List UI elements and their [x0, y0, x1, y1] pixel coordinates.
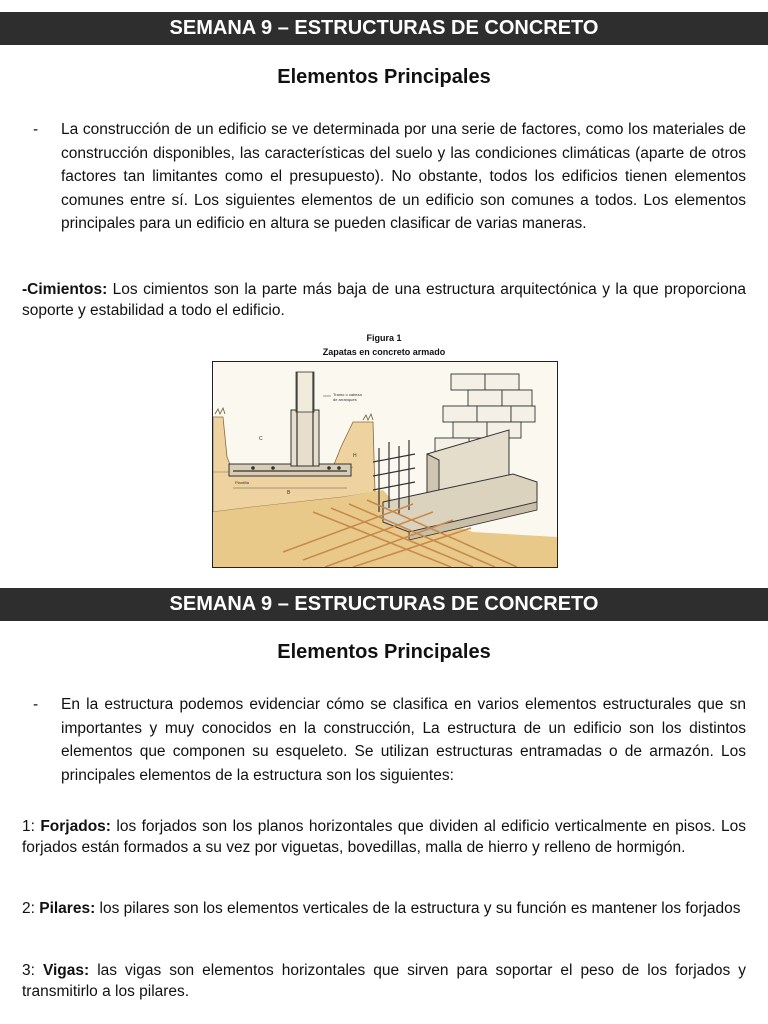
item-number: 2:	[22, 900, 40, 917]
intro-bullet-text: La construcción de un edificio se ve determinada por una serie de factores, como los materiales de construcción disponibles, las características del suelo y las condiciones climáticas (aparte de otros factores tan limitantes como el presupuesto). No obstante, todos los edificios tienen elementos comunes entre sí. Los siguientes elementos de un edificio son comunes a todos. Los elementos principales para un edificio en altura se pueden clasificar de varias maneras.	[61, 121, 746, 232]
item-label: Pilares:	[39, 900, 96, 917]
cimientos-text: Los cimientos son la parte más baja de una estructura arquitectónica y la que proporciona soporte y estabilidad a todo el edificio.	[22, 281, 746, 319]
label-c: C	[259, 436, 263, 442]
footing-drawing	[213, 362, 557, 567]
list-item-forjados	[22, 817, 746, 858]
bullet-dash: -	[33, 696, 39, 713]
section-banner: SEMANA 9 – ESTRUCTURAS DE CONCRETO	[0, 588, 768, 621]
structure-bullet-text: En la estructura podemos evidenciar cómo se clasifica en varios elementos estructurales que sn importantes y muy conocidos en la construcción, La estructura de un edificio son los distintos elementos que componen su esqueleto. Se utilizan estructuras entramadas o de armazón. Los principales elementos de la estructura son los siguientes:	[61, 696, 746, 784]
item-text: las vigas son elementos horizontales que sirven para soportar el peso de los forjados y transmitirlo a los pilares.	[22, 962, 747, 1000]
list-item-vigas	[22, 961, 746, 1002]
item-label: Vigas:	[42, 962, 90, 979]
figure-number: Figura 1	[366, 333, 402, 343]
cimientos-paragraph	[22, 280, 746, 321]
item-number: 3:	[22, 962, 43, 979]
section-subtitle: Elementos Principales	[277, 66, 491, 88]
footing-illustration	[212, 361, 558, 568]
intro-bullet	[0, 118, 768, 236]
annotation-top: Tramo o cabeza	[333, 392, 362, 397]
section-banner: SEMANA 9 – ESTRUCTURAS DE CONCRETO	[0, 12, 768, 45]
label-h: H	[353, 453, 357, 459]
structure-bullet	[0, 693, 768, 787]
item-text: los pilares son los elementos verticales de la estructura y su función es mantener los forjados	[95, 900, 741, 917]
label-b: B	[287, 490, 291, 496]
item-number: 1:	[22, 818, 41, 835]
figure-caption: Zapatas en concreto armado	[322, 347, 446, 357]
item-label: Forjados:	[40, 818, 111, 835]
bullet-dash: -	[33, 121, 39, 138]
annotation-bottom: de arranques	[333, 397, 357, 402]
item-text: los forjados son los planos horizontales que dividen al edificio verticalmente en pisos. Los forjados están formados a su vez por viguetas, bovedillas, malla de hierro y relleno de hormigón.	[22, 818, 746, 856]
section-subtitle: Elementos Principales	[277, 641, 491, 663]
label-plantilla: Plantilla	[235, 480, 250, 485]
list-item-pilares	[22, 899, 746, 920]
cimientos-label: -Cimientos:	[22, 281, 108, 298]
